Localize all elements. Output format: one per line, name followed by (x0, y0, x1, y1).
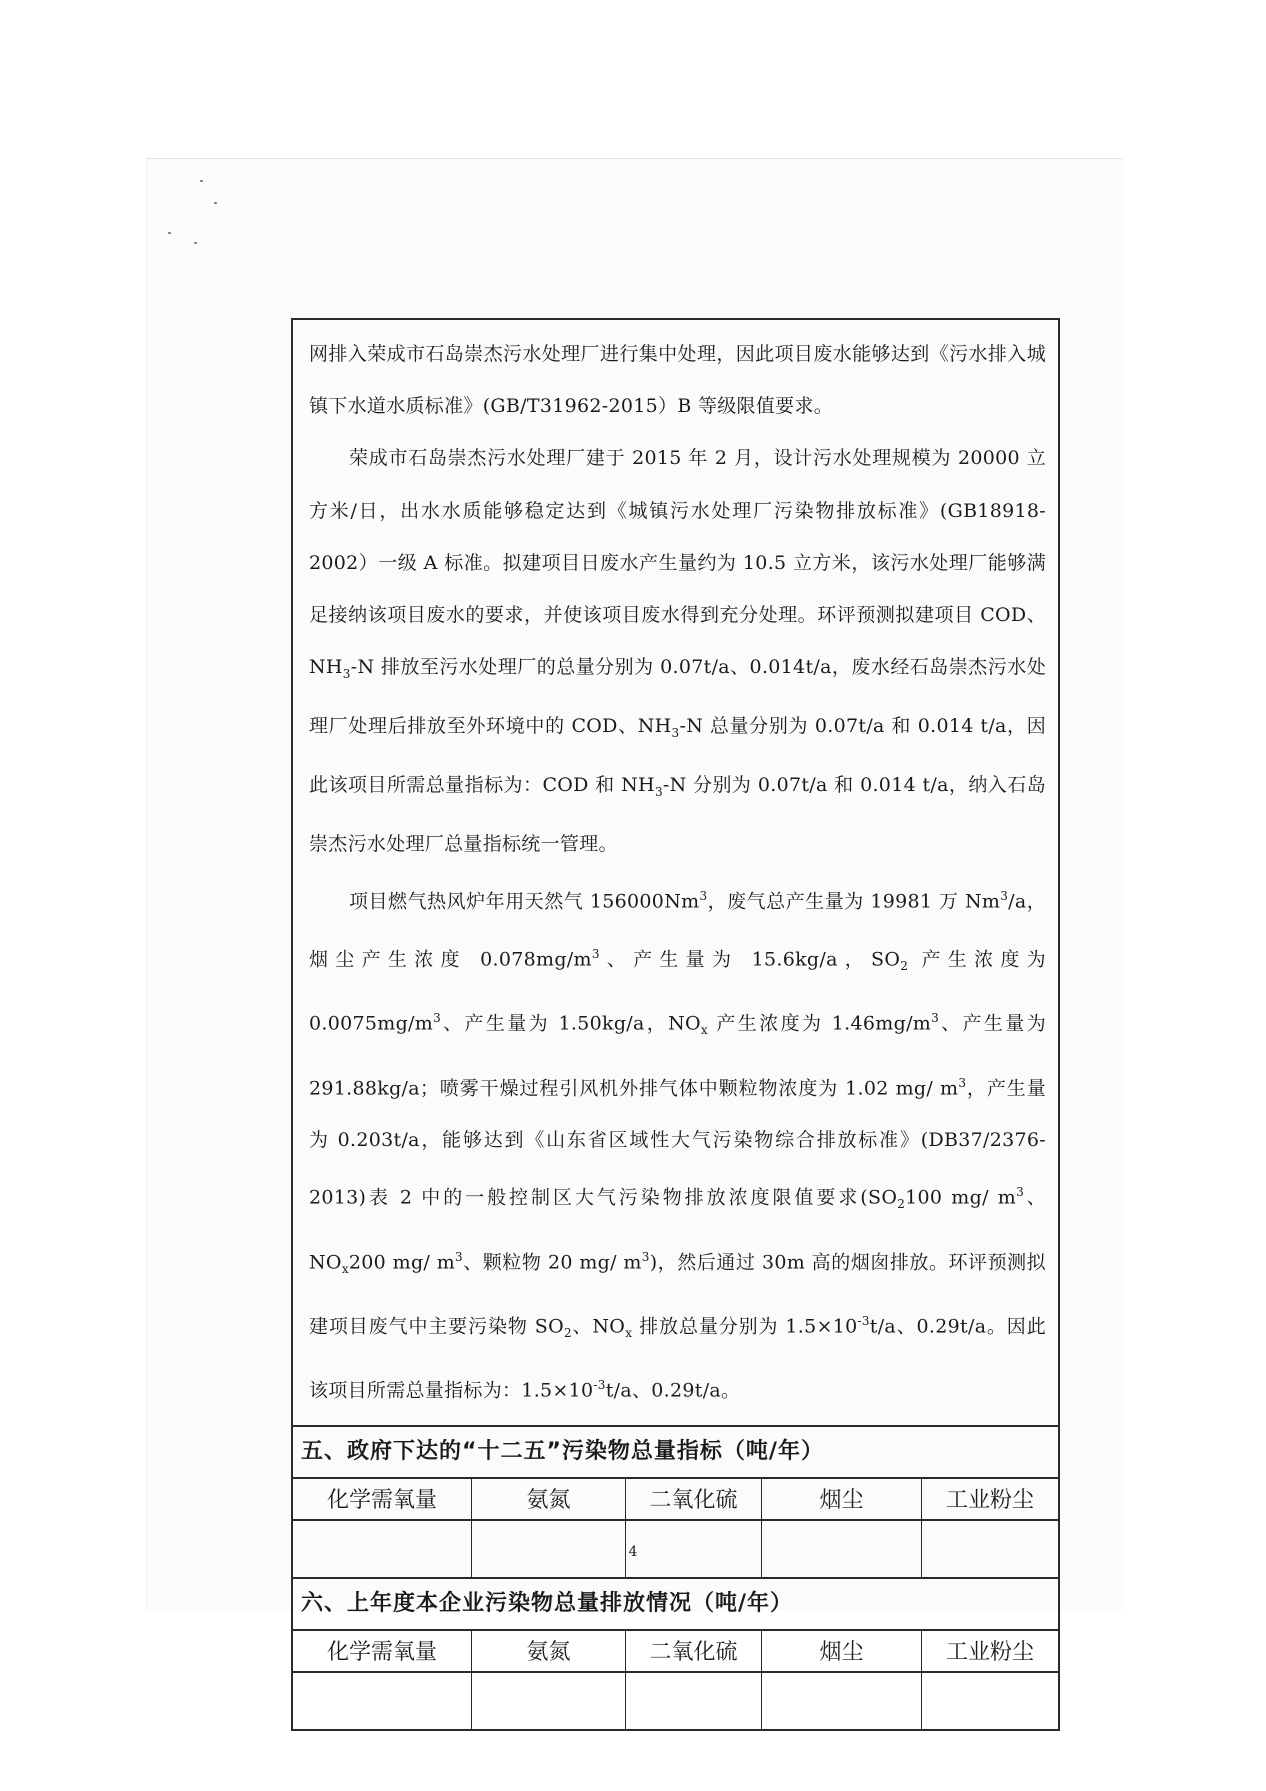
section-six-title: 六、上年度本企业污染物总量排放情况（吨/年） (293, 1577, 1058, 1629)
table-header-cod: 化学需氧量 (293, 1477, 471, 1519)
table-header-ammonia: 氨氮 (471, 1629, 625, 1671)
table-header-cod: 化学需氧量 (293, 1629, 471, 1671)
table-cell-so2 (625, 1671, 761, 1729)
table-cell-cod (293, 1671, 471, 1729)
table-cell-soot (761, 1671, 921, 1729)
table-cell-ammonia (471, 1671, 625, 1729)
table-header-so2: 二氧化硫 (625, 1629, 761, 1671)
section-five-table (293, 1477, 1058, 1577)
table-cell-dust (921, 1519, 1058, 1577)
paragraph-wastewater-standard: 网排入荣成市石岛崇杰污水处理厂进行集中处理，因此项目废水能够达到《污水排入城镇下水道水质标准》(GB/T31962-2015）B 等级限值要求。 (309, 343, 1046, 418)
report-form (291, 318, 1060, 1731)
table-cell-soot (761, 1519, 921, 1577)
table-header-soot: 烟尘 (761, 1629, 921, 1671)
table-header-dust: 工业粉尘 (921, 1629, 1058, 1671)
page-number: 4 (628, 1544, 638, 1560)
section-six-table (293, 1629, 1058, 1729)
analysis-text-cell (293, 320, 1058, 1425)
table-header-soot: 烟尘 (761, 1477, 921, 1519)
paragraph-sewage-plant: 荣成市石岛崇杰污水处理厂建于 2015 年 2 月，设计污水处理规模为 20000 立方米/日，出水水质能够稳定达到《城镇污水处理厂污染物排放标准》(GB18918-2002）一级 A 标准。拟建项目日废水产生量约为 10.5 立方米，该污水处理厂能够满足接纳该项目废水的要求，并使该项目废水得到充分处理。环评预测拟建项目 COD、$NH_3-N$ 排放至污水处理厂的总量分别为 0.07t/a、0.014t/a，废水经石岛崇杰污水处理厂处理后排放至外环境中的 COD、$NH_3-N$ 总量分别为 0.07t/a 和 0.014 t/a，因此该项目所需总量指标为：COD 和 $NH_3-N$ 分别为 0.07t/a 和 0.014 t/a，纳入石岛崇杰污水处理厂总量指标统一管理。 (309, 447, 1046, 856)
table-header-dust: 工业粉尘 (921, 1477, 1058, 1519)
table-header-ammonia: 氨氮 (471, 1477, 625, 1519)
paragraph-waste-gas: 项目燃气热风炉年用天然气 156000Nm$^3$，废气总产生量为 19981 万 Nm$^3$/a，烟尘产生浓度 $0.078mg/m^3$、产生量为 15.6kg/a，$SO_2$ 产生浓度为 $0.0075mg/m^3$、产生量为 1.50kg/a，$NO_x$ 产生浓度为 $1.46mg/m^3$、产生量为 291.88kg/a；喷雾干燥过程引风机外排气体中颗粒物浓度为 1.02 mg/ $m^3$，产生量为 0.203t/a，能够达到《山东省区域性大气污染物综合排放标准》(DB37/2376-2013)表 2 中的一般控制区大气污染物排放浓度限值要求($SO_2100$ mg/ $m^3$、$NO_x200$ mg/ $m^3$、颗粒物 20 mg/ $m^3$)，然后通过 30m 高的烟囱排放。环评预测拟建项目废气中主要污染物 $SO_2$、$NO_x$ 排放总量分别为 $1.5\times 10^{-3}t/a$、0.29t/a。因此该项目所需总量指标为：$1.5\times 10^{-3}t/a$、0.29t/a。 (309, 889, 1046, 1402)
section-five-title: 五、政府下达的“十二五”污染物总量指标（吨/年） (293, 1425, 1058, 1477)
table-header-so2: 二氧化硫 (625, 1477, 761, 1519)
table-cell-dust (921, 1671, 1058, 1729)
table-cell-cod (293, 1519, 471, 1577)
